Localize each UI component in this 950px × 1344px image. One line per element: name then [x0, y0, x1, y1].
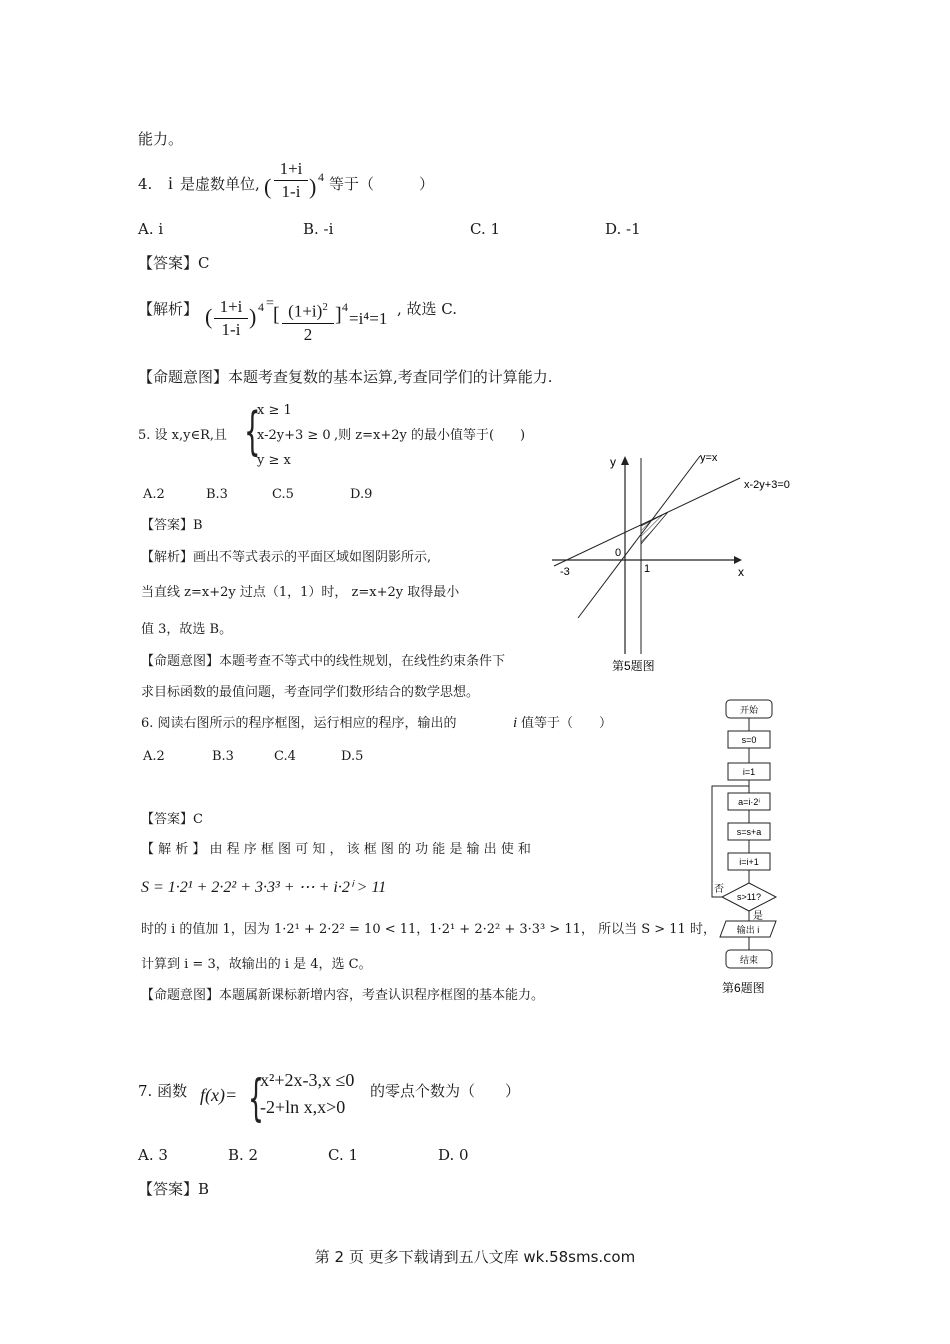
q4-intent: 【命题意图】本题考查复数的基本运算,考查同学们的计算能力. [138, 368, 553, 386]
flow-out-label: 输出 i [736, 925, 760, 935]
q4-text1: 是虚数单位, [180, 175, 260, 193]
flow-s0-label: s=0 [741, 735, 757, 745]
flow-cond-label: s>11? [736, 892, 762, 902]
q4-option-c: C. 1 [470, 220, 501, 238]
q6-prefix: 6. 阅读右图所示的程序框图，运行相应的程序，输出的 [141, 716, 457, 731]
q7-option-c: C. 1 [328, 1146, 359, 1164]
x-axis-arrow [734, 556, 742, 564]
q4-eq-fraction2 [282, 297, 334, 345]
graph-label-o: 0 [615, 547, 622, 559]
q4-eq-exp2: 4 [342, 300, 348, 314]
q6-sum-eq: S = 1·2¹ + 2·2² + 3·3³ + ⋯ + i·2ⁱ > 11 [141, 879, 387, 896]
q4-eq-fraction [214, 297, 248, 340]
line-constraint [554, 478, 740, 566]
q6-var: i [513, 715, 518, 731]
q6-suffix: 值等于（ ） [521, 716, 613, 731]
q6-option-d: D.5 [341, 749, 364, 764]
q5-prefix: 5. 设 x,y∈R,且 [138, 428, 228, 443]
q5-intent-1: 【命题意图】本题考查不等式中的线性规划，在线性约束条件下 [141, 654, 506, 669]
graph-label-x: x [738, 565, 744, 579]
flow-ss-label: s=s+a [736, 827, 762, 837]
flow-ii-label: i=i+1 [739, 857, 759, 867]
q4-frac-den: 1-i [281, 182, 301, 201]
q5-answer: 【答案】B [141, 518, 203, 533]
q4-i: i [168, 173, 174, 193]
q7-suffix: 的零点个数为（ ） [370, 1082, 521, 1100]
q4-eq-rparen: ) [249, 304, 257, 329]
flow-no-label: 否 [714, 884, 724, 895]
q5-analysis-1: 【解析】画出不等式表示的平面区域如图阴影所示, [141, 550, 432, 565]
q4-eq-lbracket: [ [273, 304, 280, 326]
q6-option-c: C.4 [274, 749, 296, 764]
q5-option-c: C.5 [272, 487, 294, 502]
graph-label-y: y [610, 455, 616, 469]
q4-analysis-tail: , 故选 C. [397, 300, 458, 318]
q4-rparen: ) [309, 174, 317, 199]
y-axis-arrow [621, 456, 629, 465]
q4-analysis-label: 【解析】 [138, 300, 199, 318]
q5-option-a: A.2 [143, 487, 165, 502]
q4-eq-frac-den: 1-i [221, 320, 241, 339]
q5-cond-3: y ≥ x [257, 453, 291, 468]
flow-a-label: a=i·2ⁱ [738, 797, 760, 807]
q6-analysis-1: 【 解 析 】 由 程 序 框 图 可 知 ， 该 框 图 的 功 能 是 输 出 使 和 [141, 842, 531, 857]
q5-analysis-3: 值 3，故选 B。 [141, 622, 233, 637]
q7-option-a: A. 3 [138, 1146, 168, 1164]
q5-option-d: D.9 [350, 487, 373, 502]
q4-eq-sq: 2 [322, 301, 328, 313]
flow-yes-label: 是 [753, 911, 763, 922]
q4-option-a: A. i [138, 220, 164, 238]
q6-analysis-2: 时的 i 的值加 1，因为 1·2¹ + 2·2² = 10 < 11，1·2¹ + 2·2² + 3·3³ > 11， 所以当 S > 11 时， [141, 922, 716, 937]
graph-label-line1: y=x [700, 452, 718, 464]
page-footer: 第 2 页 更多下载请到五八文库 wk.58sms.com [314, 1248, 636, 1266]
q7-brace: { [248, 1069, 264, 1127]
flow-start-label: 开始 [739, 705, 759, 715]
q7-option-b: B. 2 [228, 1146, 259, 1164]
q6-answer: 【答案】C [141, 812, 203, 827]
q4-fraction [274, 159, 308, 202]
q4-eq-equals: = [266, 296, 274, 311]
q6-intent: 【命题意图】本题属新课标新增内容，考查认识程序框图的基本能力。 [141, 988, 545, 1003]
q4-lparen: ( [264, 174, 272, 199]
q6-analysis-3: 计算到 i = 3，故输出的 i 是 4，选 C。 [141, 957, 372, 972]
q4-eq-rbracket: ] [335, 304, 342, 326]
q4-frac-num: 1+i [279, 159, 303, 178]
q5-cond-1: x ≥ 1 [257, 403, 292, 418]
q4-answer: 【答案】C [138, 254, 210, 272]
q5-cond-2: x-2y+3 ≥ 0 [257, 428, 331, 443]
q4-eq-den2: 2 [303, 324, 313, 344]
q7-option-d: D. 0 [438, 1146, 469, 1164]
graph-caption: 第5题图 [612, 659, 655, 673]
q6-option-a: A.2 [143, 749, 165, 764]
intro-tail: 能力。 [138, 130, 184, 148]
q7-prefix: 7. 函数 [138, 1082, 188, 1100]
line-y-eq-x [578, 456, 700, 618]
q4-text2: 等于（ ） [329, 175, 435, 193]
q4-option-b: B. -i [303, 220, 334, 238]
flow-caption: 第6题图 [722, 981, 765, 995]
q5-option-b: B.3 [206, 487, 228, 502]
flow-end-label: 结束 [739, 955, 759, 965]
q4-eq-exp: 4 [258, 300, 264, 314]
graph-label-1: 1 [644, 563, 651, 575]
q5-graph [548, 448, 818, 688]
q4-option-d: D. -1 [605, 220, 641, 238]
q4-eq-tail: =i⁴=1 [349, 309, 388, 328]
q5-intent-2: 求目标函数的最值问题，考查同学们数形结合的数学思想。 [141, 685, 480, 700]
q5-analysis-2: 当直线 z=x+2y 过点（1，1）时， z=x+2y 取得最小 [141, 585, 460, 600]
q7-answer: 【答案】B [138, 1180, 210, 1198]
q4-eq-num2: (1+i) [288, 301, 323, 321]
q5-suffix: ,则 z=x+2y 的最小值等于( ) [334, 428, 526, 443]
graph-label-neg3: -3 [560, 566, 570, 578]
q4-eq-lparen: ( [205, 304, 213, 329]
q4-eq-frac-num: 1+i [219, 297, 243, 316]
q7-case-1: x²+2x-3,x ≤0 [260, 1070, 355, 1090]
q4-exp: 4 [318, 170, 324, 184]
q6-flowchart [706, 694, 810, 1004]
q7-fx: f(x)= [200, 1085, 238, 1105]
q6-option-b: B.3 [212, 749, 234, 764]
q5-brace: { [244, 402, 261, 462]
q7-case-2: -2+ln x,x>0 [260, 1097, 346, 1117]
q4-number: 4. [138, 175, 153, 193]
graph-label-line2: x-2y+3=0 [744, 479, 790, 491]
flow-i1-label: i=1 [742, 767, 756, 777]
